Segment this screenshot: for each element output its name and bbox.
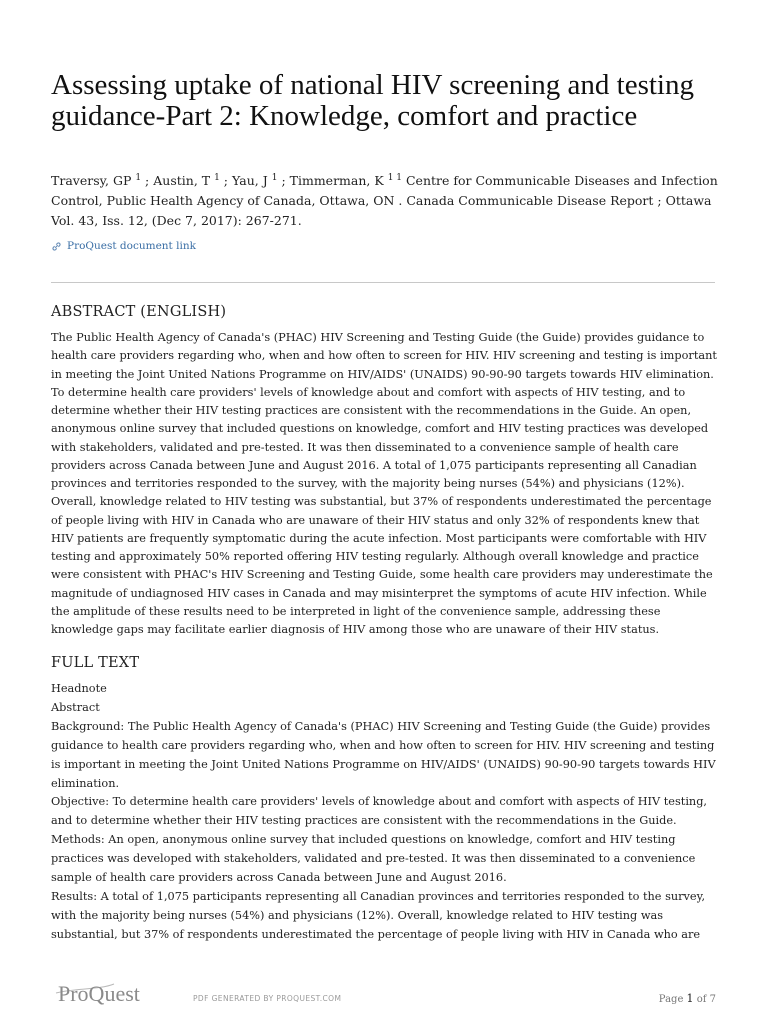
author-name[interactable]: Yau, J [232, 173, 268, 189]
page-indicator: Page 1 of 7 [658, 992, 716, 1005]
full-text-body [51, 680, 717, 945]
affiliation-marker: 1 [135, 173, 142, 183]
author-name[interactable]: Timmerman, K [289, 173, 384, 189]
proquest-logo [54, 978, 159, 1008]
logo-text: ProQuest [58, 981, 140, 1006]
results-paragraph: Results: A total of 1,075 participants representing all Canadian provinces and territories responded to the survey, with the majority being nurses (54%) and physicians (12%). Overall, knowledge related to HIV testing was substantial, but 37% of respondents underestimated the percentage of people living with HIV in Canada who are [51, 889, 706, 941]
doc-link-label: ProQuest document link [67, 240, 196, 252]
author-name[interactable]: Traversy, GP [51, 173, 132, 189]
link-icon [51, 241, 62, 252]
affiliation-marker: 1 1 [387, 173, 403, 183]
headnote-label: Headnote [51, 682, 107, 695]
full-text-heading: FULL TEXT [51, 655, 140, 671]
generated-by-note: PDF GENERATED BY PROQUEST.COM [193, 994, 342, 1003]
objective-paragraph: Objective: To determine health care providers' levels of knowledge about and comfort with aspects of HIV testing, and to determine whether their HIV testing practices are consistent with the recommendations in the Guide. [51, 795, 708, 828]
author-citation: Traversy, GP $^1$ ; Austin, T $^1$ ; Yau, J $^1$ ; Timmerman, K $^{1 1}$ Centre for Communicable Diseases and Infection Control, Public Health Agency of Canada, Ottawa, ON . Canada Communicable Disease Report ; Ottawa Vol. 43, Iss. 12, (Dec 7, 2017): 267-271. [51, 173, 718, 229]
current-page: 1 [686, 992, 694, 1005]
author-name[interactable]: Austin, T [153, 173, 211, 189]
background-paragraph: Background: The Public Health Agency of Canada's (PHAC) HIV Screening and Testing Guide (the Guide) provides guidance to health care providers regarding who, when and how often to screen for HIV. HIV screening and testing is important in meeting the Joint United Nations Programme on HIV/AIDS' (UNAIDS) 90-90-90 targets towards HIV elimination. [51, 719, 716, 790]
proquest-document-link[interactable] [51, 240, 196, 252]
document-title: Assessing uptake of national HIV screening and testing guidance-Part 2: Knowledge, comfort and practice [51, 69, 694, 132]
source-citation: Centre for Communicable Diseases and Infection Control, Public Health Agency of Canada, Ottawa, ON . Canada Communicable Disease Report ; Ottawa Vol. 43, Iss. 12, (Dec 7, 2017): 267-271. [51, 173, 718, 229]
affiliation-marker: 1 [214, 173, 220, 183]
abstract-heading: ABSTRACT (ENGLISH) [51, 304, 227, 320]
section-divider [51, 282, 715, 283]
affiliation-marker: 1 [271, 173, 278, 183]
methods-paragraph: Methods: An open, anonymous online survey that included questions on knowledge, comfort and HIV testing practices was developed with stakeholders, validated and pre-tested. It was then disseminated to a convenience sample of health care providers across Canada between June and August 2016. [51, 833, 696, 885]
abstract-label: Abstract [51, 700, 100, 714]
abstract-text: The Public Health Agency of Canada's (PHAC) HIV Screening and Testing Guide (the Guide) provides guidance to health care providers regarding who, when and how often to screen for HIV. HIV screening and testing is important in meeting the Joint United Nations Programme on HIV/AIDS' (UNAIDS) 90-90-90 targets towards HIV elimination. To determine health care providers' levels of knowledge about and comfort with aspects of HIV testing, and to determine whether their HIV testing practices are consistent with the recommendations in the Guide. An open, anonymous online survey that included questions on knowledge, comfort and HIV testing practices was developed with stakeholders, validated and pre-tested. It was then disseminated to a convenience sample of health care providers across Canada between June and August 2016. A total of 1,075 participants representing all Canadian provinces and territories responded to the survey, with the majority being nurses (54%) and physicians (12%). Overall, knowledge related to HIV testing was substantial, but 37% of respondents underestimated the percentage of people living with HIV in Canada who are unaware of their HIV status and only 32% of respondents knew that HIV patients are frequently symptomatic during the acute infection. Most participants were comfortable with HIV testing and approximately 50% reported offering HIV testing regularly. Although overall knowledge and practice were consistent with PHAC's HIV Screening and Testing Guide, some health care providers may underestimate the magnitude of undiagnosed HIV cases in Canada and may misinterpret the symptoms of acute HIV infection. While the amplitude of these results need to be interpreted in light of the convenience sample, addressing these knowledge gaps may facilitate earlier diagnosis of HIV among those who are unaware of their HIV status. [51, 331, 717, 636]
